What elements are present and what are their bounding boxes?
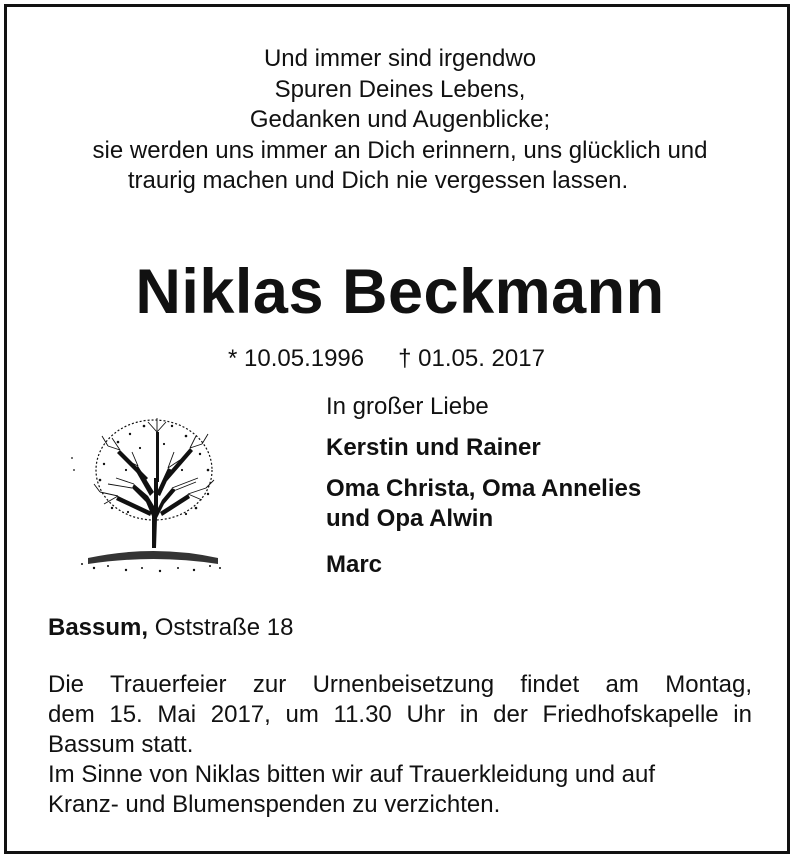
mourner-group-sibling: Marc	[326, 551, 383, 578]
birth-date: * 10.05.1996	[228, 345, 365, 372]
mourner-group-parents: Kerstin und Rainer	[326, 434, 541, 461]
mourners-block	[326, 392, 641, 580]
notice-line-4: Im Sinne von Niklas bitten wir auf Trauerkleidung und auf	[48, 761, 655, 788]
life-dates	[228, 345, 545, 373]
address-city: Bassum,	[48, 614, 149, 641]
funeral-notice	[48, 670, 752, 820]
notice-line-1: Die Trauerfeier zur Urnenbeisetzung findet am Montag,	[48, 671, 752, 698]
tree-icon	[68, 408, 228, 588]
death-date: † 01.05. 2017	[398, 345, 545, 372]
mourners-intro: In großer Liebe	[326, 393, 489, 420]
poem-line-1: Und immer sind irgendwo	[263, 45, 537, 72]
notice-line-5: Kranz- und Blumenspenden zu verzichten.	[48, 791, 501, 818]
notice-line-2: dem 15. Mai 2017, um 11.30 Uhr in der Friedhofskapelle in	[48, 701, 752, 728]
poem-line-3: Gedanken und Augenblicke;	[249, 106, 551, 133]
mourner-group-grandparents-line-2: und Opa Alwin	[326, 505, 494, 532]
notice-line-3: Bassum statt.	[48, 731, 194, 758]
poem-line-4: sie werden uns immer an Dich erinnern, uns glücklich und	[92, 136, 708, 164]
deceased-name: Niklas Beckmann	[135, 257, 665, 327]
poem-line-2: Spuren Deines Lebens,	[274, 75, 526, 103]
address-street: Oststraße 18	[154, 614, 294, 641]
poem	[0, 44, 800, 197]
address	[48, 614, 293, 642]
poem-line-5: traurig machen und Dich nie vergessen lassen.	[127, 167, 629, 194]
mourner-group-grandparents-line-1: Oma Christa, Oma Annelies	[326, 475, 642, 502]
